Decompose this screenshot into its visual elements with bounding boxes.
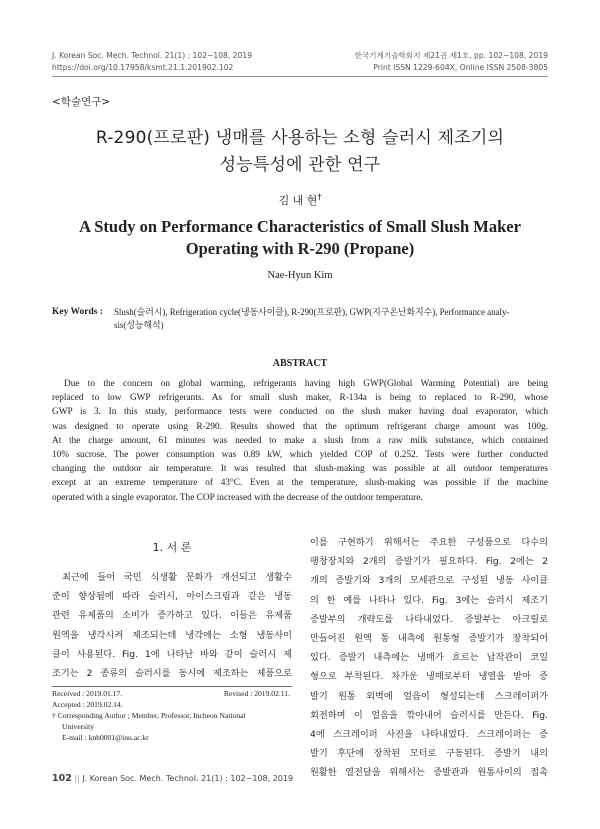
abstract-line: Due to the concern on global warming, refrigerants having high GWP(Global Warming Potential) are being bbox=[64, 379, 548, 389]
body-text-line: 개의 증발기와 3개의 모세관으로 구성된 냉동 사이클 bbox=[310, 575, 548, 587]
corresponding-author: † Corresponding Author ; Member, Professor, Incheon National bbox=[52, 711, 246, 720]
revised-date: Revised : 2019.02.11. bbox=[223, 689, 290, 698]
body-text-line: 만들어진 원액 통 내측에 원통형 증발기가 장착되어 bbox=[310, 633, 548, 645]
accepted-date: Accepted : 2019.02.14. bbox=[52, 700, 123, 709]
body-text-line: 관련 유제품의 소비가 증가하고 있다. 이들은 유제품 bbox=[52, 610, 292, 622]
abstract-heading: ABSTRACT bbox=[272, 358, 328, 369]
keywords-line2: sis(성능해석) bbox=[114, 320, 164, 330]
body-text-line: 증발부의 개략도를 나타내었다. 증발부는 아크릴로 bbox=[310, 613, 548, 625]
abstract-line: 10% sucrose. The power consumption was 0.89 kW, which yielded COP of 0.252. Tests were further conducted bbox=[52, 450, 548, 461]
keywords-line1: Slush(슬러시), Refrigeration cycle(냉동사이클), R-290(프로판), GWP(지구온난화지수), Performance analy- bbox=[114, 307, 510, 317]
journal-citation-korean: 한국기계기술학회지 제21권 제1호, pp. 102~108, 2019 bbox=[354, 51, 548, 60]
author-korean-name: 김 내 현 bbox=[278, 194, 318, 207]
abstract-line: GWP is 3. In this study, performance tests were conducted on the slush maker having dual evaporator, which bbox=[52, 407, 548, 418]
received-date: Received : 2019.01.17. bbox=[52, 689, 123, 698]
author-email[interactable]: E-mail : knh0001@inu.ac.kr bbox=[62, 733, 149, 742]
body-text-line: 원활한 열전달을 위해서는 증발관과 원통사이의 접촉 bbox=[310, 767, 548, 779]
body-text-line: 있다. 증발기 내측에는 냉매가 흐르는 납작관이 코일 bbox=[310, 652, 548, 664]
footer-separator: || bbox=[74, 774, 80, 783]
page-number: 102 bbox=[52, 773, 72, 784]
title-english-line1: A Study on Performance Characteristics of Small Slush Maker bbox=[79, 217, 521, 236]
footer-journal: J. Korean Soc. Mech. Technol. 21(1) : 102~108, 2019 bbox=[82, 774, 294, 783]
abstract-line: operated with a single evaporator. The COP increased with the decrease of the outdoor temperature. bbox=[52, 492, 423, 503]
body-text-line: 최근에 들어 국민 식생활 문화가 개선되고 생활수 bbox=[62, 572, 292, 583]
article-category: <학술연구> bbox=[52, 96, 111, 108]
section-heading: 1. 서 론 bbox=[152, 541, 192, 554]
footnote bbox=[52, 688, 292, 743]
body-text-line: 팽창장치와 2개의 증발기가 필요하다. Fig. 2에는 2 bbox=[310, 556, 548, 568]
abstract-line: except at an extreme temperature of 43°C. Even at the temperature, slush-making was possible if the machine bbox=[52, 478, 548, 489]
body-text-line: 4에 스크레이퍼 사진을 나타내었다. 스크레이퍼는 증 bbox=[310, 729, 548, 741]
author-korean bbox=[0, 192, 600, 208]
body-text-line: 조기는 2 종류의 슬러시를 동시에 제조하는 제품으로 bbox=[52, 668, 292, 680]
abstract-line: was designed to operate using R-290. Results showed that the optimum refrigerant charge amount was 100g. bbox=[52, 421, 548, 432]
body-text-line: 의 한 예를 나타나 있다. Fig. 3에는 슬러시 제조기 bbox=[310, 594, 548, 606]
left-column-text bbox=[52, 568, 292, 683]
body-text-line: 이를 구현하기 위해서는 주요한 구성품으로 다수의 bbox=[310, 537, 548, 548]
author-english: Nae-Hyun Kim bbox=[267, 270, 333, 281]
title-korean bbox=[0, 125, 600, 179]
title-korean-line1: R-290(프로판) 냉매를 사용하는 소형 슬러시 제조기의 bbox=[95, 128, 505, 148]
body-text-line: 회전하며 이 얼음을 깎아내어 슬러시를 만든다. Fig. bbox=[310, 709, 548, 721]
journal-citation: J. Korean Soc. Mech. Technol. 21(1) : 102~108, 2019 bbox=[52, 51, 253, 60]
title-english-line2: Operating with R-290 (Propane) bbox=[185, 239, 415, 258]
doi-link[interactable]: https://doi.org/10.17958/ksmt.21.1.201902.102 bbox=[52, 63, 234, 72]
keywords-label: Key Words : bbox=[52, 307, 104, 317]
title-korean-line2: 성능특성에 관한 연구 bbox=[219, 155, 381, 175]
body-text-line: 형으로 부착된다. 차가운 냉매로부터 냉열을 받아 증 bbox=[310, 671, 548, 683]
title-english bbox=[0, 216, 600, 260]
footnote-rule bbox=[52, 686, 292, 687]
header-rule bbox=[52, 76, 548, 77]
abstract-line: changing the outdoor air temperature. It was resulted that slush-making was possible at all outdoor temperatures bbox=[52, 464, 548, 475]
body-text-line: 발기 후단에 장착된 모터로 구동된다. 증발기 내의 bbox=[310, 748, 548, 760]
page-footer bbox=[52, 773, 293, 784]
abstract-line: At the charge amount, 61 minutes was needed to make a slush from a raw milk substance, which contained bbox=[52, 435, 548, 446]
body-text-line: 준이 향상됨에 따라 슬러시, 아이스크림과 같은 냉동 bbox=[52, 591, 292, 603]
corresponding-affiliation: University bbox=[62, 722, 95, 731]
issn-line: Print ISSN 1229-604X, Online ISSN 2508-3805 bbox=[373, 63, 548, 72]
body-text-line: 원액을 냉각시켜 제조되는데 냉각에는 소형 냉동사이 bbox=[52, 629, 292, 641]
body-text-line: 발기 원통 외벽에 얼음이 형성되는데 스크레이퍼가 bbox=[310, 690, 548, 702]
body-text-line: 클이 사용된다. Fig. 1에 나타난 바와 같이 슬러시 제 bbox=[52, 648, 292, 660]
corresponding-mark: † bbox=[317, 192, 322, 202]
right-column-text bbox=[310, 533, 548, 783]
abstract-line: replaced to low GWP refrigerants. As for small slush maker, R-134a is being to replaced to R-290, whose bbox=[52, 393, 548, 404]
abstract-body bbox=[52, 377, 548, 505]
